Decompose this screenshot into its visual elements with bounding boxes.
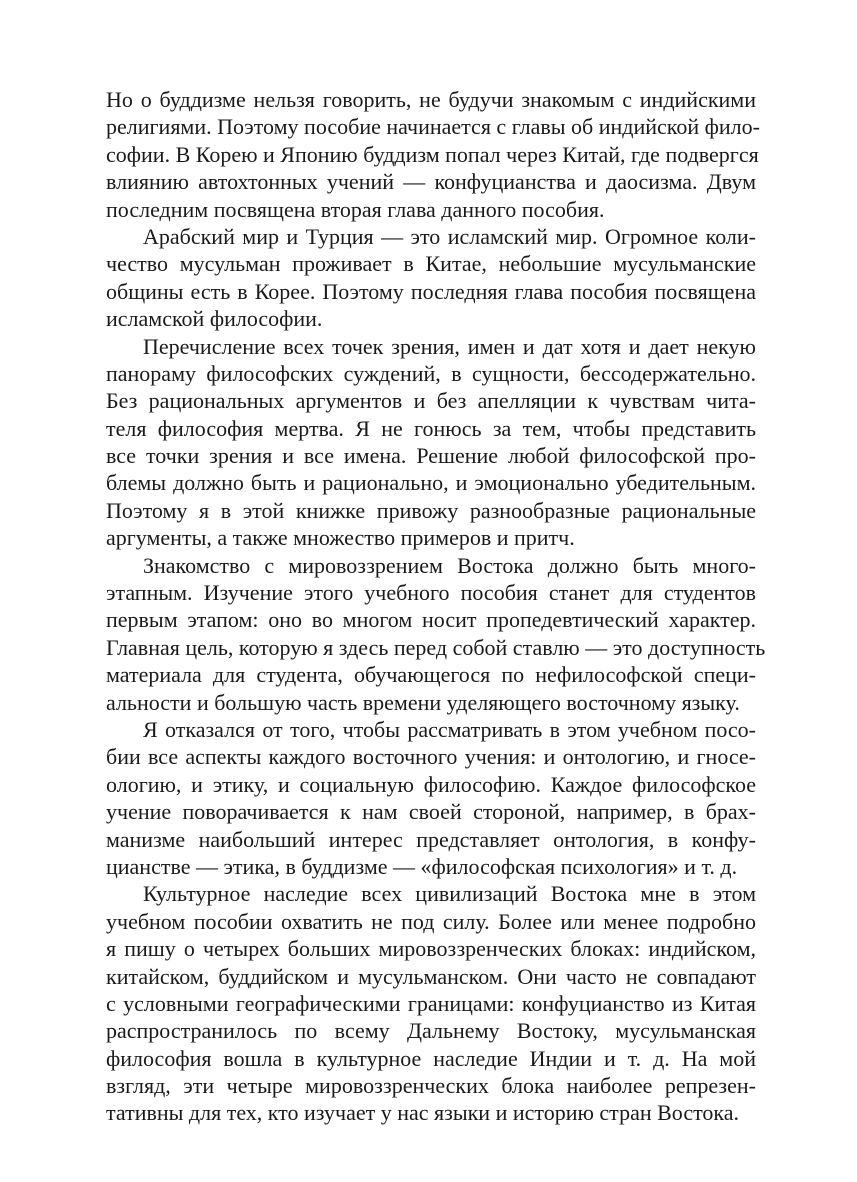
text-line: теля философия мертва. Я не гонюсь за тем, чтобы представить [106, 415, 756, 441]
text-line: манизме наибольший интерес представляет онтология, в конфу- [106, 826, 756, 852]
text-line: Поэтому я в этой книжке привожу разнообразные рациональные [106, 497, 756, 523]
text-line: Культурное наследие всех цивилизаций Востока мне в этом [143, 881, 756, 907]
text-line: альности и большую часть времени уделяющего восточному языку. [106, 689, 740, 715]
text-line: панораму философских суждений, в сущности, бессодержательно. [106, 360, 756, 386]
text-line: Я отказался от того, чтобы рассматривать в этом учебном посо- [143, 716, 756, 742]
text-line: тативны для тех, кто изучает у нас языки и историю стран Востока. [106, 1100, 740, 1126]
page-body [106, 86, 766, 1127]
text-line: общины есть в Корее. Поэтому последняя глава пособия посвящена [106, 278, 756, 304]
text-line: влиянию автохтонных учений — конфуцианства и даосизма. Двум [106, 169, 756, 195]
text-line: ологию, и этику, и социальную философию. Каждое философское [106, 771, 756, 797]
text-line: чество мусульман проживает в Китае, небольшие мусульманские [106, 251, 756, 277]
text-line: блемы должно быть и рационально, и эмоционально убедительным. [106, 470, 756, 496]
paragraph [106, 880, 756, 1127]
text-line: философия вошла в культурное наследие Индии и т. д. На мой [106, 1045, 756, 1071]
text-line: Но о буддизме нельзя говорить, не будучи знакомым с индийскими [106, 87, 756, 112]
text-line: учение поворачивается к нам своей стороной, например, в брах- [106, 799, 756, 825]
text-line: Без рациональных аргументов и без апелляции к чувствам чита- [106, 388, 756, 414]
text-line: аргументы, а также множество примеров и притч. [106, 525, 575, 551]
text-line: я пишу о четырех больших мировоззренческих блоках: индийском, [106, 936, 756, 962]
text-line: взгляд, эти четыре мировоззренческих блока наиболее репрезен- [106, 1073, 756, 1099]
paragraph [106, 716, 756, 880]
text-line: с условными географическими границами: конфуцианство из Китая [106, 990, 756, 1016]
text-line: софии. В Корею и Японию буддизм попал через Китай, где подвергся [106, 141, 759, 167]
paragraph [106, 552, 766, 716]
paragraph [106, 333, 756, 552]
text-line: исламской философии. [106, 306, 323, 332]
text-line: распространилось по всему Дальнему Востоку, мусульманская [106, 1018, 756, 1044]
text-line: Перечисление всех точек зрения, имен и дат хотя и дает некую [143, 333, 756, 359]
text-line: все точки зрения и все имена. Решение любой философской про- [106, 443, 756, 469]
text-line: китайском, буддийском и мусульманском. Они часто не совпадают [106, 963, 756, 989]
text-line: бии все аспекты каждого восточного учения: и онтологию, и гносе- [106, 744, 756, 770]
text-line: учебном пособии охватить не под силу. Более или менее подробно [106, 908, 756, 934]
text-line: Арабский мир и Турция — это исламский мир. Огромное коли- [143, 223, 756, 249]
text-line: Знакомство с мировоззрением Востока должно быть много- [143, 552, 756, 578]
text-line: этапным. Изучение этого учебного пособия станет для студентов [106, 580, 756, 606]
text-line: последним посвящена вторая глава данного пособия. [106, 196, 605, 222]
paragraph [106, 86, 760, 223]
text-line: цианстве — этика, в буддизме — «философская психология» и т. д. [106, 853, 738, 879]
text-line: Главная цель, которую я здесь перед собой ставлю — это доступность [106, 634, 766, 660]
paragraph [106, 223, 756, 333]
text-line: первым этапом: оно во многом носит пропедевтический характер. [106, 607, 756, 633]
text-line: материала для студента, обучающегося по нефилософской специ- [106, 662, 756, 688]
text-line: религиями. Поэтому пособие начинается с главы об индийской фило- [106, 114, 760, 140]
